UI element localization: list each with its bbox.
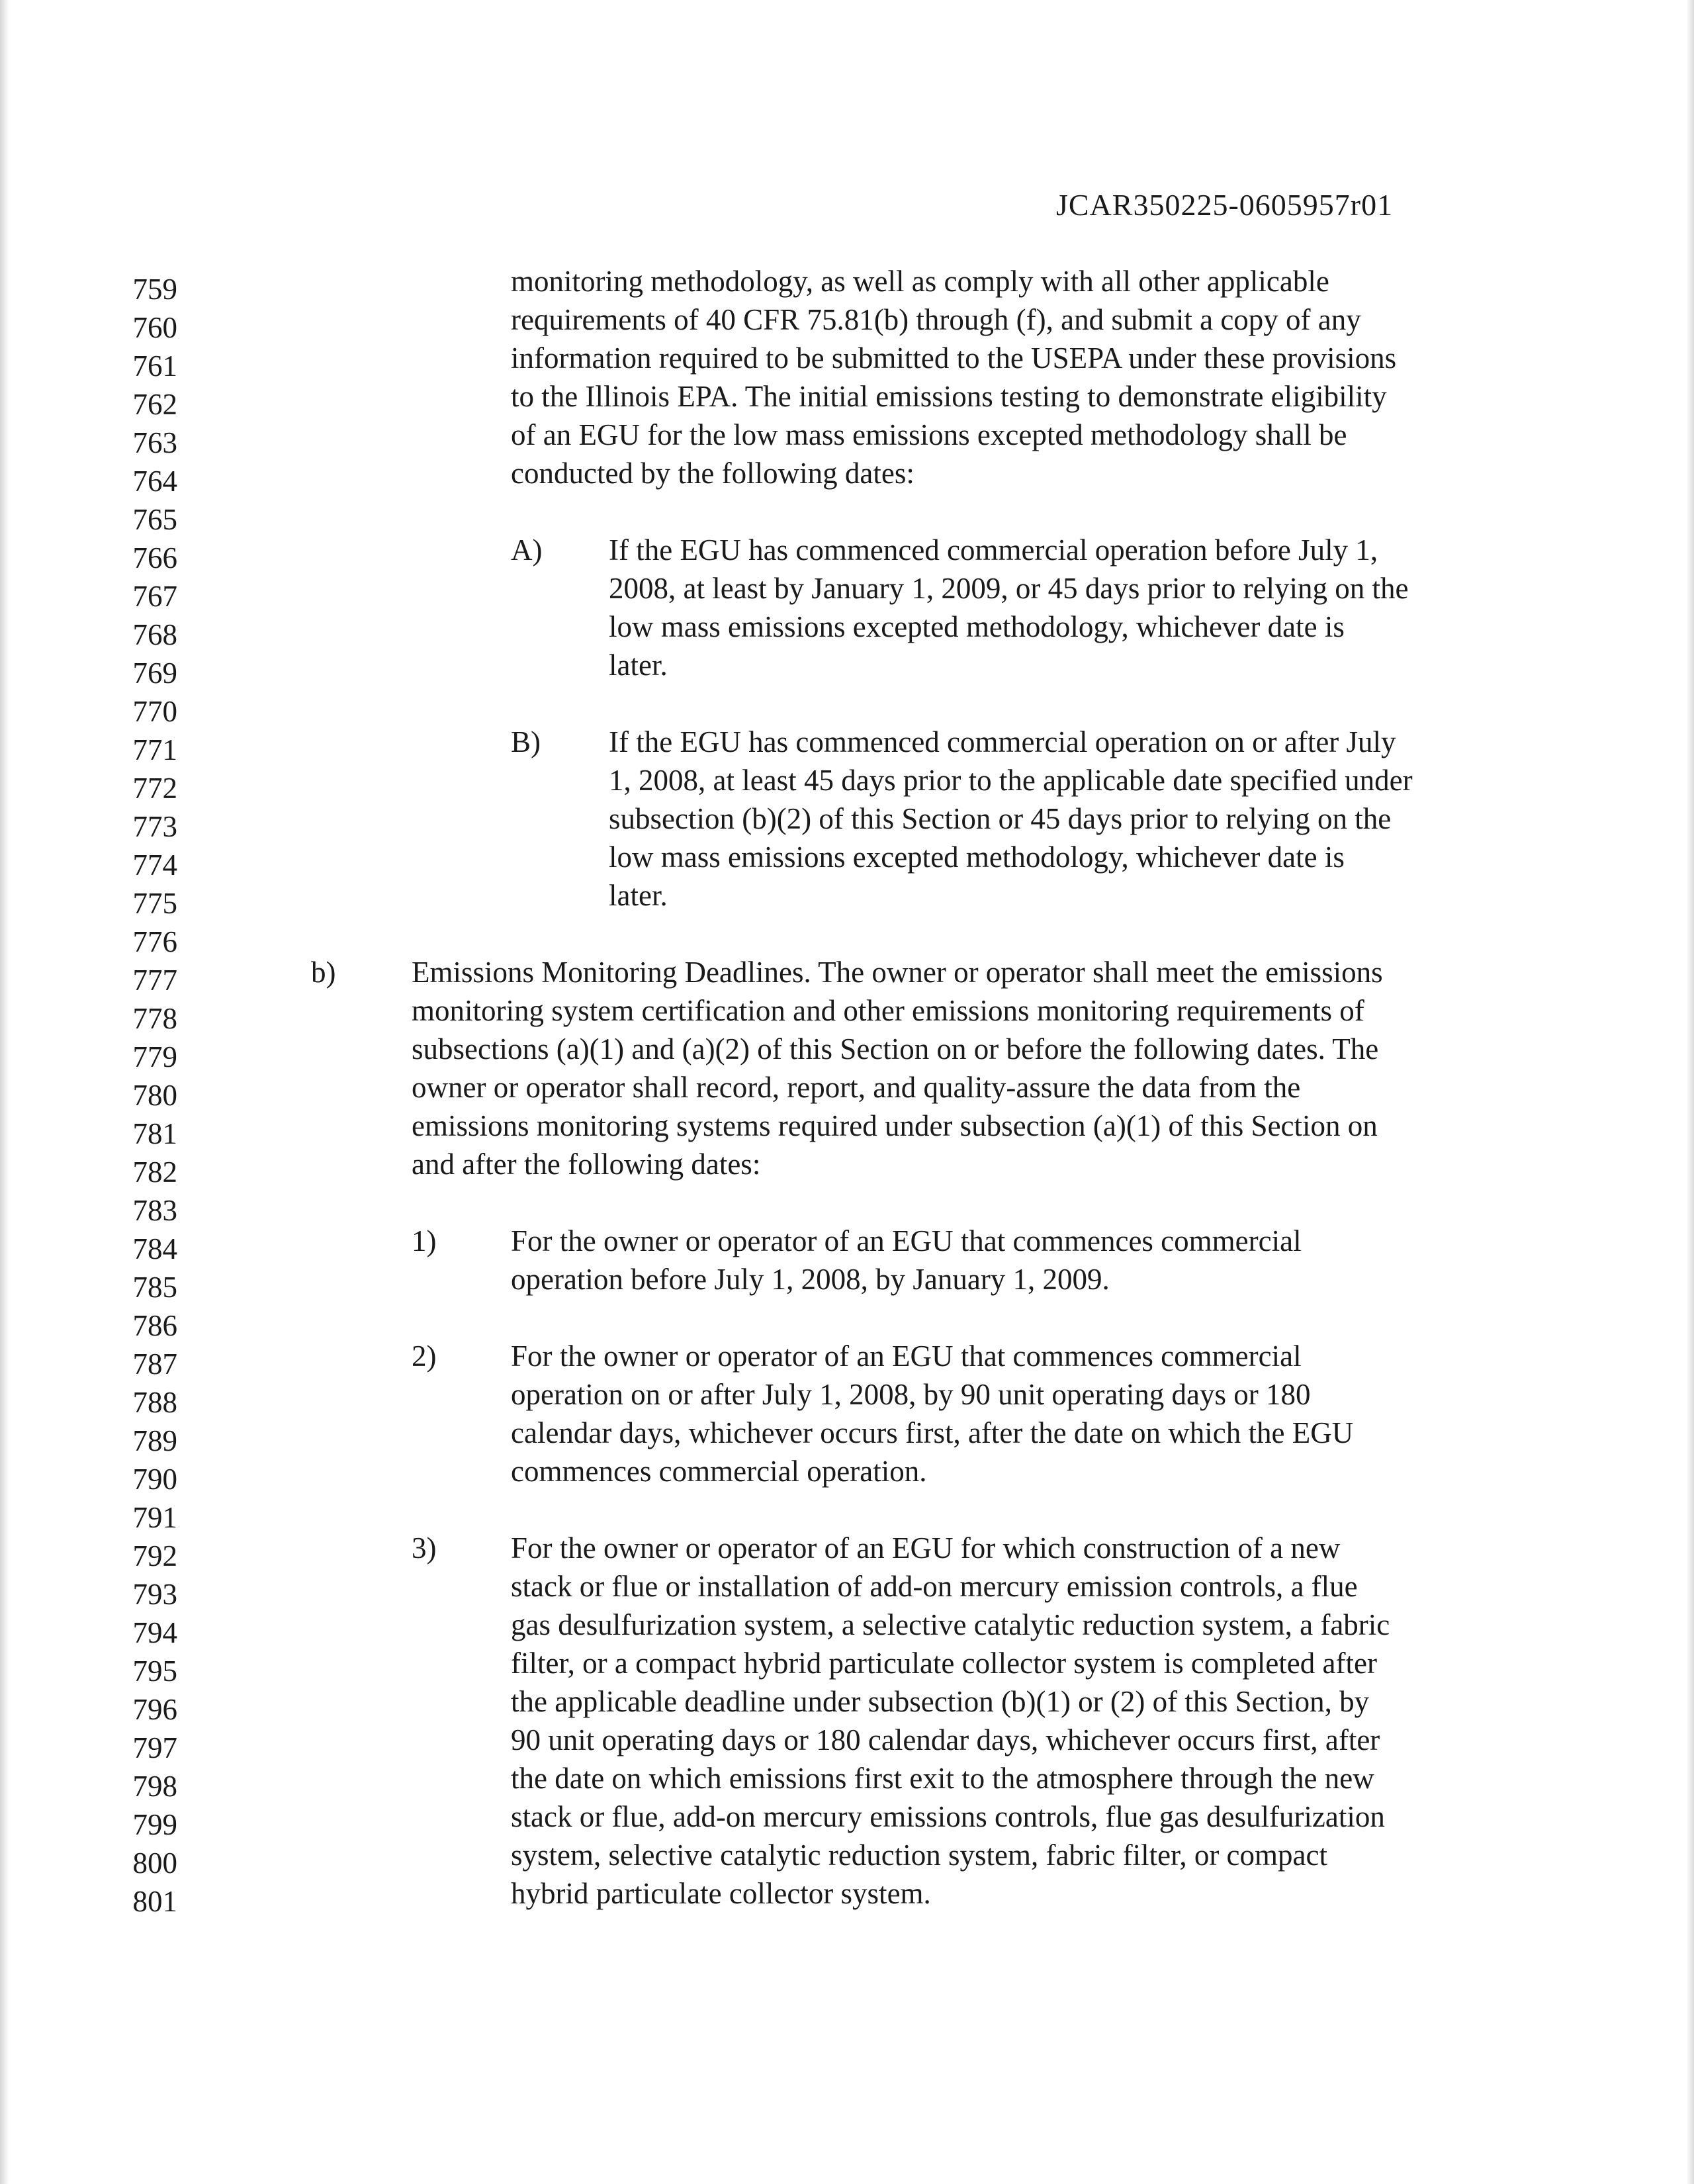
text-line: later. — [609, 649, 668, 682]
line-number: 794 — [132, 1616, 177, 1649]
line-number: 788 — [132, 1386, 177, 1419]
line-number: 789 — [132, 1424, 177, 1457]
line-number: 797 — [132, 1731, 177, 1764]
item-3-text — [511, 1529, 1390, 1913]
line-number: 796 — [132, 1693, 177, 1726]
line-number: 759 — [132, 273, 177, 306]
line-number: 785 — [132, 1271, 177, 1304]
line-number: 779 — [132, 1040, 177, 1073]
line-number: 792 — [132, 1539, 177, 1572]
item-1-text — [511, 1222, 1302, 1298]
line-number: 798 — [132, 1770, 177, 1803]
line-number: 771 — [132, 733, 177, 766]
line-number: 793 — [132, 1578, 177, 1611]
text-line: emissions monitoring systems required under subsection (a)(1) of this Section on — [412, 1109, 1378, 1142]
text-line: subsections (a)(1) and (a)(2) of this Section on or before the following dates. The — [412, 1032, 1379, 1066]
text-line: filter, or a compact hybrid particulate collector system is completed after — [511, 1647, 1377, 1680]
text-line: For the owner or operator of an EGU for which construction of a new — [511, 1531, 1341, 1565]
text-line: system, selective catalytic reduction system, fabric filter, or compact — [511, 1839, 1327, 1872]
text-line: calendar days, whichever occurs first, after the date on which the EGU — [511, 1416, 1354, 1449]
text-line: hybrid particulate collector system. — [511, 1877, 931, 1910]
line-number: 801 — [132, 1885, 177, 1918]
text-line: the date on which emissions first exit to the atmosphere through the new — [511, 1762, 1374, 1795]
line-number: 780 — [132, 1079, 177, 1112]
text-line: of an EGU for the low mass emissions excepted methodology shall be — [511, 418, 1347, 451]
document-id: JCAR350225-0605957r01 — [1056, 188, 1394, 222]
line-number: 776 — [132, 925, 177, 958]
text-line: 90 unit operating days or 180 calendar days, whichever occurs first, after — [511, 1723, 1380, 1756]
text-line: low mass emissions excepted methodology, whichever date is — [609, 610, 1345, 643]
text-line: If the EGU has commenced commercial operation on or after July — [609, 725, 1396, 758]
line-number: 767 — [132, 580, 177, 613]
text-line: and after the following dates: — [412, 1148, 761, 1181]
line-number: 787 — [132, 1347, 177, 1381]
text-line: subsection (b)(2) of this Section or 45 days prior to relying on the — [609, 802, 1392, 835]
text-line: owner or operator shall record, report, and quality-assure the data from the — [412, 1071, 1301, 1104]
line-number: 795 — [132, 1655, 177, 1688]
text-line: operation on or after July 1, 2008, by 90 unit operating days or 180 — [511, 1378, 1311, 1411]
text-line: gas desulfurization system, a selective catalytic reduction system, a fabric — [511, 1608, 1390, 1641]
item-B-text — [609, 723, 1413, 915]
line-number: 761 — [132, 349, 177, 383]
item-label-1: 1) — [412, 1224, 437, 1257]
item-label-A: A) — [511, 533, 543, 567]
line-number: 784 — [132, 1232, 177, 1265]
text-line: conducted by the following dates: — [511, 457, 914, 490]
line-number: 769 — [132, 657, 177, 690]
text-line: commences commercial operation. — [511, 1455, 927, 1488]
section-b-text — [412, 953, 1383, 1183]
line-number: 775 — [132, 887, 177, 920]
line-number: 768 — [132, 618, 177, 651]
text-line: monitoring methodology, as well as comply with all other applicable — [511, 265, 1329, 298]
line-number: 778 — [132, 1002, 177, 1035]
item-label-B: B) — [511, 725, 541, 758]
line-number: 774 — [132, 848, 177, 882]
line-number: 782 — [132, 1156, 177, 1189]
item-label-3: 3) — [412, 1531, 437, 1565]
line-number: 765 — [132, 503, 177, 536]
item-2-text — [511, 1337, 1353, 1490]
text-line: the applicable deadline under subsection (b)(1) or (2) of this Section, by — [511, 1685, 1370, 1718]
text-line: later. — [609, 879, 668, 912]
text-line: requirements of 40 CFR 75.81(b) through (f), and submit a copy of any — [511, 303, 1361, 336]
item-A-text — [609, 531, 1409, 684]
text-line: monitoring system certification and other emissions monitoring requirements of — [412, 994, 1364, 1027]
line-number: 777 — [132, 964, 177, 997]
line-number: 783 — [132, 1194, 177, 1227]
line-number: 773 — [132, 810, 177, 843]
line-number: 770 — [132, 695, 177, 728]
line-number: 800 — [132, 1846, 177, 1880]
text-line: 1, 2008, at least 45 days prior to the applicable date specified under — [609, 764, 1413, 797]
text-line: Emissions Monitoring Deadlines. The owner or operator shall meet the emissions — [412, 956, 1383, 989]
line-number: 763 — [132, 426, 177, 459]
text-line: stack or flue or installation of add-on mercury emission controls, a flue — [511, 1570, 1358, 1603]
text-line: information required to be submitted to the USEPA under these provisions — [511, 341, 1397, 375]
line-number: 766 — [132, 541, 177, 574]
text-line: operation before July 1, 2008, by January 1, 2009. — [511, 1263, 1110, 1296]
line-number: 764 — [132, 465, 177, 498]
text-line: For the owner or operator of an EGU that commences commercial — [511, 1340, 1302, 1373]
line-number: 799 — [132, 1808, 177, 1841]
text-line: low mass emissions excepted methodology, whichever date is — [609, 841, 1345, 874]
text-line: to the Illinois EPA. The initial emissions testing to demonstrate eligibility — [511, 380, 1387, 413]
line-number: 790 — [132, 1463, 177, 1496]
line-number: 760 — [132, 311, 177, 344]
text-line: 2008, at least by January 1, 2009, or 45 days prior to relying on the — [609, 572, 1409, 605]
text-line: stack or flue, add-on mercury emissions controls, flue gas desulfurization — [511, 1800, 1385, 1833]
item-label-2: 2) — [412, 1340, 437, 1373]
line-number: 762 — [132, 388, 177, 421]
line-number: 786 — [132, 1309, 177, 1342]
text-line: If the EGU has commenced commercial operation before July 1, — [609, 533, 1378, 567]
intro-paragraph — [511, 262, 1396, 492]
text-line: For the owner or operator of an EGU that commences commercial — [511, 1224, 1302, 1257]
section-label-b: b) — [311, 956, 336, 989]
line-number: 781 — [132, 1117, 177, 1150]
line-number: 772 — [132, 772, 177, 805]
line-number: 791 — [132, 1501, 177, 1534]
